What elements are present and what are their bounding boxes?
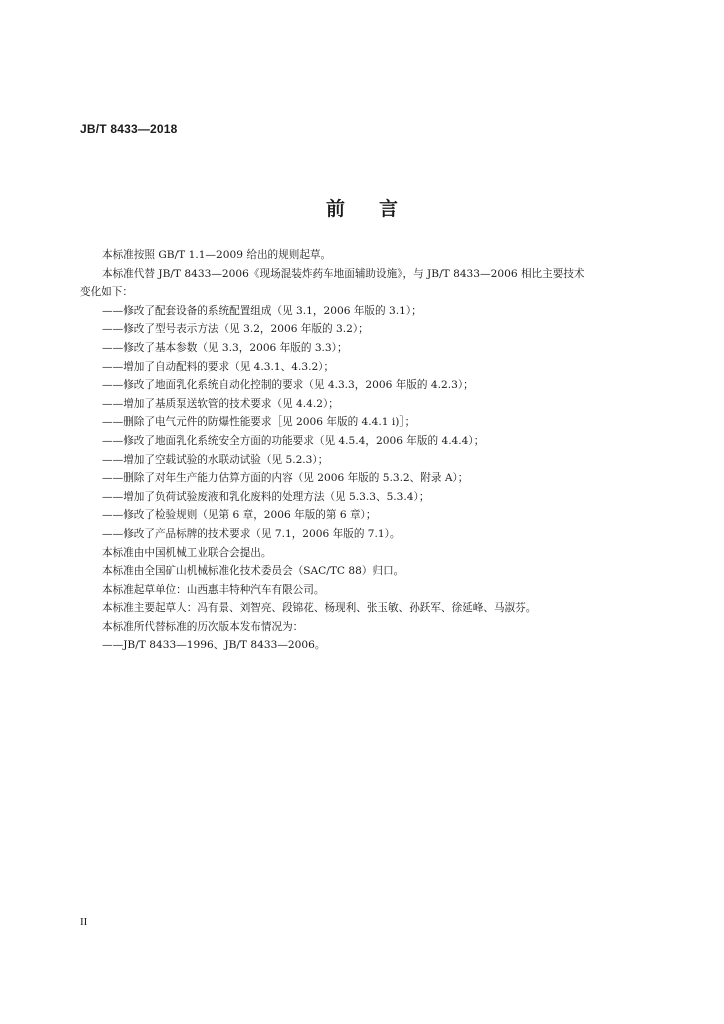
paragraph-replaces-line2: 变化如下： <box>80 286 133 299</box>
change-item: ——删除了对年生产能力估算方面的内容（见 2006 年版的 5.3.2、附录 A）； <box>102 472 469 485</box>
standard-code: JB/T 8433—2018 <box>80 122 178 136</box>
page-title: 前言 <box>325 198 432 220</box>
paragraph-history-intro: 本标准所代替标准的历次版本发布情况为： <box>102 620 304 633</box>
change-item: ——修改了地面乳化系统自动化控制的要求（见 4.3.3，2006 年版的 4.2.3）； <box>102 379 474 392</box>
paragraph-proposed-by: 本标准由中国机械工业联合会提出。 <box>102 546 272 559</box>
change-item: ——增加了空载试验的水联动试验（见 5.2.3）； <box>102 453 329 466</box>
change-item: ——修改了产品标牌的技术要求（见 7.1，2006 年版的 7.1）。 <box>102 527 401 540</box>
change-item: ——增加了负荷试验废液和乳化废料的处理方法（见 5.3.3、5.3.4）； <box>102 490 430 503</box>
paragraph-drafting-unit: 本标准起草单位：山西惠丰特种汽车有限公司。 <box>102 583 325 596</box>
history-item: ——JB/T 8433—1996、JB/T 8433—2006。 <box>102 639 326 652</box>
foreword-body <box>80 246 646 655</box>
change-item: ——修改了检验规则（见第 6 章，2006 年版的第 6 章）； <box>102 509 377 522</box>
change-item: ——修改了配套设备的系统配置组成（见 3.1，2006 年版的 3.1）； <box>102 304 422 317</box>
change-item: ——修改了型号表示方法（见 3.2，2006 年版的 3.2）； <box>102 323 369 336</box>
paragraph-drafters: 本标准主要起草人：冯有景、刘智亮、段锦花、杨现利、张玉敏、孙跃军、徐延峰、马淑芬。 <box>102 602 537 615</box>
change-item: ——增加了自动配料的要求（见 4.3.1、4.3.2）； <box>102 360 335 373</box>
change-item: ——增加了基质泵送软管的技术要求（见 4.4.2）； <box>102 397 339 410</box>
paragraph-drafting-rules: 本标准按照 GB/T 1.1—2009 给出的规则起草。 <box>102 249 332 261</box>
paragraph-managed-by: 本标准由全国矿山机械标准化技术委员会（SAC/TC 88）归口。 <box>102 565 405 578</box>
change-item: ——删除了电气元件的防爆性能要求［见 2006 年版的 4.4.1 i)］； <box>102 416 416 429</box>
paragraph-replaces-line1: 本标准代替 JB/T 8433—2006《现场混装炸药车地面辅助设施》，与 JB/T 8433—2006 相比主要技术 <box>102 267 585 280</box>
change-item: ——修改了基本参数（见 3.3，2006 年版的 3.3）； <box>102 341 348 354</box>
page-number: II <box>80 916 88 928</box>
change-item: ——修改了地面乳化系统安全方面的功能要求（见 4.5.4，2006 年版的 4.4.4）； <box>102 434 485 447</box>
